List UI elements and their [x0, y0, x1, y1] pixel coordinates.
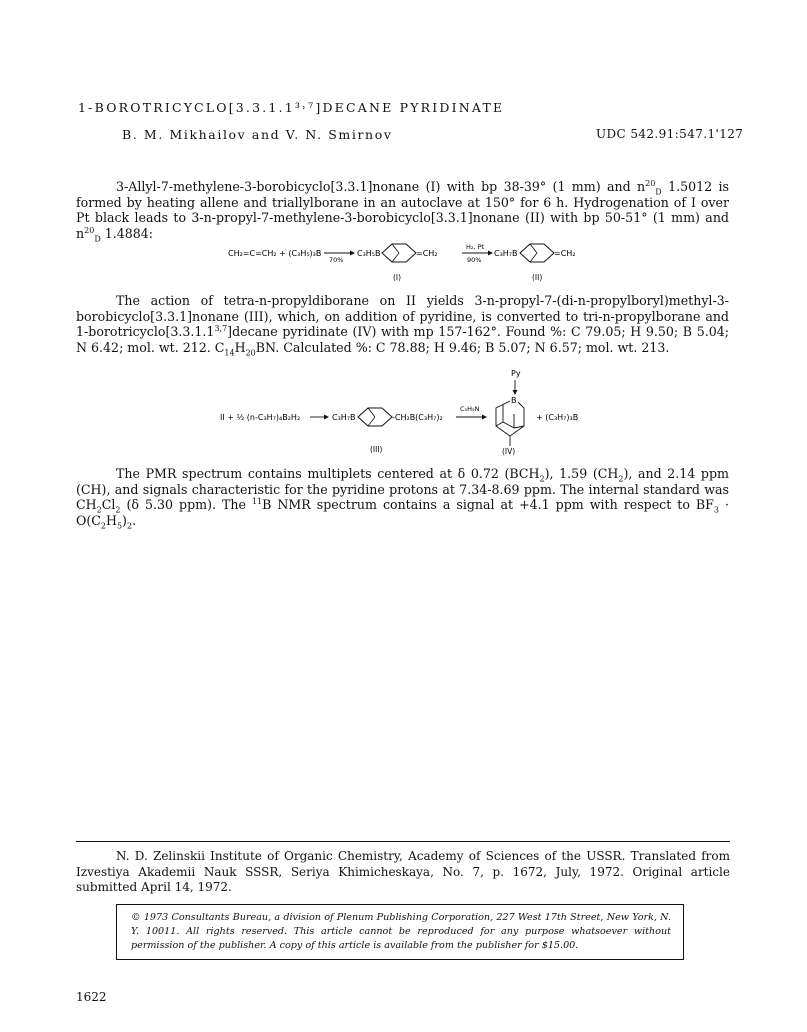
scheme1-product1-end: =CH₂	[416, 249, 438, 258]
affiliation-note: N. D. Zelinskii Institute of Organic Chemistry, Academy of Sciences of the USSR. Translated from Izvestiya Akademii Nauk SSSR, Seriya Khimicheskaya, No. 7, p. 1672, July, 1972. Original article submitted April 14, 1972.	[76, 849, 730, 894]
article-title: 1-BOROTRICYCLO[3.3.1.1³˒⁷]DECANE PYRIDINATE	[78, 100, 505, 115]
paragraph-2: The action of tetra-n-propyldiborane on II yields 3-n-propyl-7-(di-n-propylboryl)methyl-3-borobicyclo[3.3.1]nonane (III), which, on addition of pyridine, is converted to tri-n-propylborane and 1-borotricyclo[3.3.1.1$^{3,7}$]decane pyridinate (IV) with mp 157-162°. Found %: C 79.05; H 9.50; B 5.04; N 6.42; mol. wt. 212. $C_{14}H_{20}BN$. Calculated %: C 78.88; H 9.46; B 5.07; N 6.57; mol. wt. 213.	[76, 293, 729, 358]
scheme1-product1-substituent: C₃H₅B	[357, 249, 381, 258]
authors: B. M. Mikhailov and V. N. Smirnov	[122, 127, 393, 142]
scheme1-conditions-2: H₂, Pt	[466, 243, 485, 251]
compound-label-III: (III)	[370, 445, 383, 454]
reaction-scheme-1	[226, 238, 606, 286]
udc-code: UDC 542.91:547.1'127	[596, 127, 744, 141]
pyridine-label: Py	[511, 369, 521, 378]
footnote-divider	[76, 841, 730, 842]
scheme1-product2-substituent: C₃H₇B	[494, 249, 518, 258]
scheme2-reagent: C₅H₅N	[460, 405, 480, 413]
compound-label-I: (I)	[393, 273, 402, 282]
reaction-scheme-2	[218, 364, 618, 458]
scheme2-chain: -CH₂B(C₃H₇)₂	[392, 413, 443, 422]
scheme1-yield-2: 90%	[467, 256, 482, 264]
page-number: 1622	[76, 990, 107, 1004]
scheme1-yield-1: 70%	[329, 256, 344, 264]
scheme1-reactants: CH₂=C=CH₂ + (C₃H₅)₃B	[228, 249, 322, 258]
copyright-text: © 1973 Consultants Bureau, a division of Plenum Publishing Corporation, 227 West 17th Street, New York, N. Y. 10011. All rights reserved. This article cannot be reproduced for any purpose whatsoever without permission of the publisher. A copy of this article is available from the publisher for $15.00.	[131, 912, 671, 951]
boron-atom-label: B	[511, 396, 517, 405]
scheme2-byproduct: + (C₃H₇)₃B	[536, 413, 579, 422]
scheme2-start: II + ½ (n-C₃H₇)₄B₂H₂	[220, 413, 301, 422]
paragraph-1: 3-Allyl-7-methylene-3-borobicyclo[3.3.1]nonane (I) with bp 38-39° (1 mm) and $n^{20}_D$ 1.5012 is formed by heating allene and triallylborane in an autoclave at 150° for 6 h. Hydrogenation of I over Pt black leads to 3-n-propyl-7-methylene-3-borobicyclo[3.3.1]nonane (II) with bp 50-51° (1 mm) and $n^{20}_D$ 1.4884:	[76, 178, 729, 244]
compound-label-IV: (IV)	[502, 447, 516, 456]
scheme2-substituent: C₃H₇B	[332, 413, 356, 422]
copyright-box	[116, 904, 684, 960]
paragraph-3: The PMR spectrum contains multiplets centered at δ 0.72 $(BCH_2)$, 1.59 $(CH_2)$, and 2.14 ppm (CH), and signals characteristic for the pyridine protons at 7.34-8.69 ppm. The internal standard was $CH_2Cl_2$ (δ 5.30 ppm). The $^{11}$B NMR spectrum contains a signal at +4.1 ppm with respect to $BF_3 \cdot O(C_2H_5)_2$.	[76, 466, 730, 531]
adamantane-cage-icon	[496, 401, 524, 446]
scheme1-product2-end: =CH₂	[554, 249, 576, 258]
compound-label-II: (II)	[532, 273, 543, 282]
